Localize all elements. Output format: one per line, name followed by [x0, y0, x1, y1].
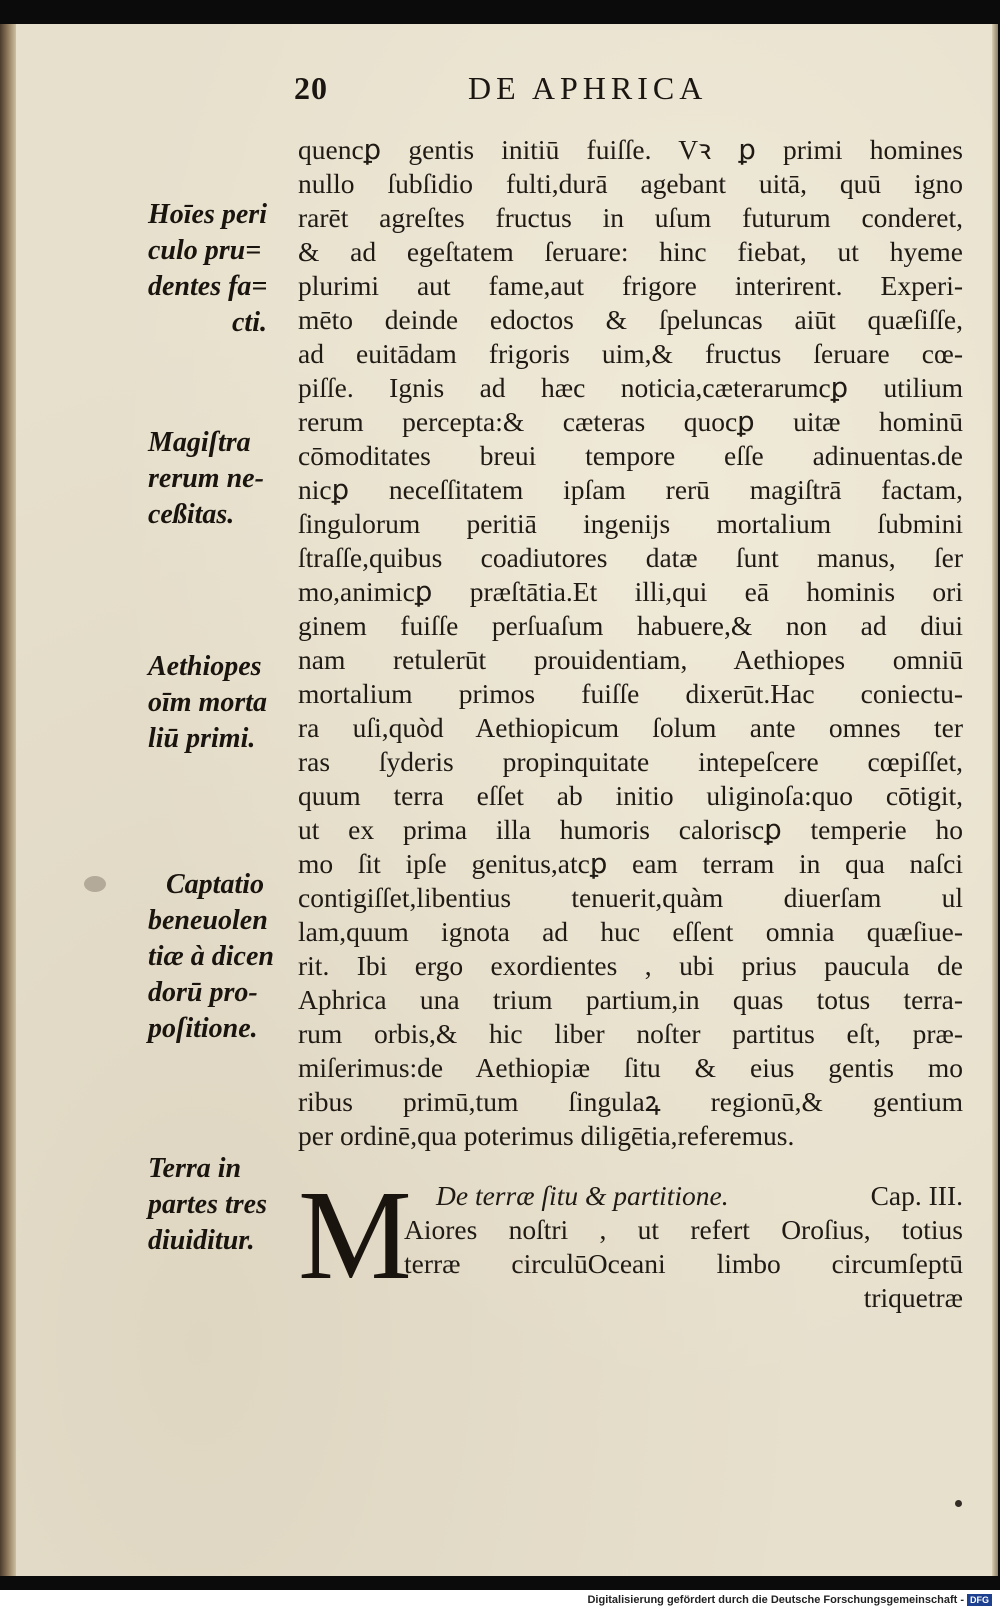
text-line: mēto deinde edoctos & ſpeluncas aiūt quæſiſſe,	[298, 304, 963, 335]
text-line: lam,quum ignota ad huc eſſent omnia quæſiue-	[298, 916, 963, 947]
margin-note-line: beneuolen	[148, 905, 268, 936]
margin-note-line: culo pru=	[148, 235, 262, 266]
text-line: plurimi aut fame,aut frigore interirent. Experi-	[298, 270, 963, 301]
text-line: rerum percepta:& cæteras quocꝑ uitæ hominū	[298, 406, 963, 437]
margin-note-line: diuiditur.	[148, 1225, 255, 1256]
text-line: nullo ſubſidio fulti,durā agebant uitā, quū igno	[298, 168, 963, 199]
chapter-number: Cap. III.	[870, 1180, 963, 1211]
text-line: quum terra eſſet ab initio uliginoſa:quo cōtigit,	[298, 780, 963, 811]
text-line: Aphrica una trium partium,in quas totus terra-	[298, 984, 963, 1015]
text-line: piſſe. Ignis ad hæc noticia,cæterarumcꝑ utilium	[298, 372, 963, 403]
text-line: Aiores noſtri , ut refert Oroſius, totius	[404, 1214, 963, 1245]
text-line: per ordinē,qua poterimus diligētia,referemus.	[298, 1120, 795, 1151]
chapter-heading	[436, 1179, 963, 1213]
text-line: cōmoditates breui tempore eſſe adinuentas.de	[298, 440, 963, 471]
ink-dot	[955, 1500, 962, 1507]
binding-edge	[0, 24, 16, 1576]
text-line: mortalium primos fuiſſe dixerūt.Hac coniectu-	[298, 678, 963, 709]
margin-note-line: dorū pro-	[148, 977, 258, 1008]
credit-text: Digitalisierung gefördert durch die Deutsche Forschungsgemeinschaft -	[587, 1594, 964, 1606]
margin-note-line: oīm morta	[148, 687, 268, 718]
margin-note-line: Captatio	[166, 869, 265, 900]
text-line: rarēt agreſtes fructus in uſum futurum conderet,	[298, 202, 963, 233]
catchword: triquetræ	[863, 1282, 963, 1313]
margin-note-line: dentes fa=	[148, 271, 268, 302]
text-line: terræ circulūOceani limbo circumſeptū	[404, 1248, 963, 1279]
chapter-title: De terræ ſitu & partitione.	[436, 1180, 729, 1211]
margin-note-line: Magiſtra	[148, 427, 251, 458]
text-line: mo ſit ipſe genitus,atcꝑ eam terram in qua naſci	[298, 848, 963, 879]
text-line: nam retulerūt prouidentiam, Aethiopes omniū	[298, 644, 963, 675]
text-line: mo,animicꝑ præſtātia.Et illi,qui eā hominis ori	[298, 576, 963, 607]
text-line: ras ſyderis propinquitate intepeſcere cœpiſſet,	[298, 746, 963, 777]
text-line: rum orbis,& hic liber noſter partitus eſt, præ-	[298, 1018, 963, 1049]
margin-note-line: cti.	[232, 307, 267, 338]
text-line: rit. Ibi ergo exordientes , ubi prius paucula de	[298, 950, 963, 981]
text-line: ra uſi,quòd Aethiopicum ſolum ante omnes ter	[298, 712, 963, 743]
drop-cap: M	[298, 1164, 412, 1306]
text-line: miſerimus:de Aethiopiæ ſitu & eius gentis mo	[298, 1052, 963, 1083]
margin-note-line: poſitione.	[148, 1013, 258, 1044]
text-line: quencꝑ gentis initiū fuiſſe. Vꝛ ꝑ primi homines	[298, 134, 963, 165]
running-title: DE APHRICA	[468, 70, 708, 106]
text-line: ſingulorum peritiā ingenijs mortalium ſubmini	[298, 508, 963, 539]
margin-note-line: ceßitas.	[148, 499, 235, 530]
text-line: ribus primū,tum ſingulaꝝ regionū,& gentium	[298, 1086, 963, 1117]
margin-note-line: Terra in	[148, 1153, 242, 1184]
margin-note-line: Hoīes peri	[148, 199, 267, 230]
folio-number: 20	[294, 70, 328, 106]
digitization-credit	[587, 1594, 992, 1606]
text-line: ſtraſſe,quibus coadiutores datæ ſunt manus, ſer	[298, 542, 963, 573]
dfg-logo: DFG	[967, 1594, 992, 1606]
ink-blot	[84, 876, 106, 892]
text-line: ginem fuiſſe perſuaſum habuere,& non ad diui	[298, 610, 963, 641]
text-line: contigiſſet,libentius tenuerit,quàm diuerſam ul	[298, 882, 963, 913]
text-line: ut ex prima illa humoris caloriscꝑ temperie ho	[298, 814, 963, 845]
text-line: nicꝑ neceſſitatem ipſam rerū magiſtrā factam,	[298, 474, 963, 505]
margin-note-line: rerum ne-	[148, 463, 264, 494]
margin-note-line: liū primi.	[148, 723, 256, 754]
margin-note-line: partes tres	[148, 1189, 267, 1220]
text-line: ad euitādam frigoris uim,& fructus ſeruare cœ-	[298, 338, 963, 369]
text-line: & ad egeſtatem ſeruare: hinc fiebat, ut hyeme	[298, 236, 963, 267]
page-edge	[992, 24, 998, 1576]
margin-note-line: tiæ à dicen	[148, 941, 274, 972]
margin-note-line: Aethiopes	[148, 651, 262, 682]
